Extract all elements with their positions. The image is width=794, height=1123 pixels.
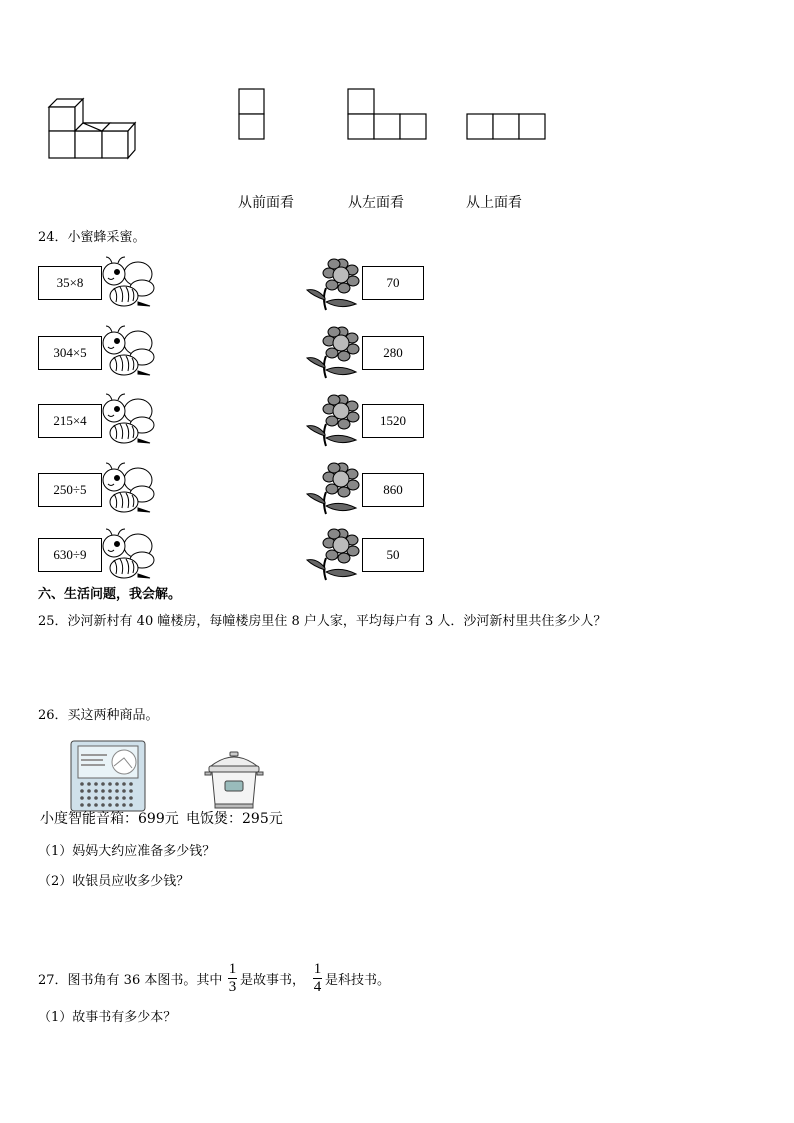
- fraction-numerator: 1: [313, 961, 322, 977]
- answer-box: 1520: [362, 404, 424, 438]
- fraction-denominator: 3: [228, 979, 237, 995]
- cube-solid-figure: [45, 94, 140, 164]
- rice-cooker-price: 电饭煲：295元: [186, 811, 283, 827]
- q27-text-part-c: 是科技书。: [325, 973, 391, 988]
- flower-icon: [304, 528, 360, 582]
- answer-box: 280: [362, 336, 424, 370]
- left-view-label: 从左面看: [348, 195, 404, 211]
- expression-box: 35×8: [38, 266, 102, 300]
- answer-box: 860: [362, 473, 424, 507]
- q25-text: 25．沙河新村有 40 幢楼房，每幢楼房里住 8 户人家，平均每户有 3 人．沙河新村里共住多少人？: [38, 614, 607, 629]
- bee-icon: [100, 391, 158, 449]
- expression-box: 250÷5: [38, 473, 102, 507]
- answer-box: 50: [362, 538, 424, 572]
- section-heading: 六、生活问题，我会解。: [38, 587, 182, 602]
- bee-icon: [100, 254, 158, 312]
- left-view-figure: [347, 88, 429, 142]
- expression-box: 215×4: [38, 404, 102, 438]
- fraction-one-quarter: [313, 962, 322, 995]
- fraction-numerator: 1: [228, 961, 237, 977]
- fraction-one-third: [228, 962, 237, 995]
- bee-icon: [100, 460, 158, 518]
- flower-icon: [304, 326, 360, 380]
- bee-icon: [100, 526, 158, 584]
- answer-box: 70: [362, 266, 424, 300]
- q27-text-part-a: 27．图书角有 36 本图书。其中: [38, 973, 223, 988]
- q26-sub2: （2）收银员应收多少钱？: [38, 874, 190, 889]
- top-view-label: 从上面看: [466, 195, 522, 211]
- q26-title: 26．买这两种商品。: [38, 708, 159, 723]
- q27-sub1: （1）故事书有多少本？: [38, 1010, 177, 1025]
- flower-icon: [304, 462, 360, 516]
- q24-title: 24．小蜜蜂采蜜。: [38, 230, 146, 245]
- expression-box: 304×5: [38, 336, 102, 370]
- front-view-figure: [238, 88, 266, 142]
- front-view-label: 从前面看: [238, 195, 294, 211]
- smart-speaker-image: [70, 740, 146, 812]
- speaker-price: 小度智能音箱：699元: [40, 811, 179, 827]
- fraction-denominator: 4: [313, 979, 322, 995]
- flower-icon: [304, 394, 360, 448]
- bee-icon: [100, 323, 158, 381]
- top-view-figure: [466, 113, 548, 143]
- expression-box: 630÷9: [38, 538, 102, 572]
- flower-icon: [304, 258, 360, 312]
- q27-text-part-b: 是故事书，: [240, 973, 306, 988]
- q26-sub1: （1）妈妈大约应准备多少钱？: [38, 844, 216, 859]
- rice-cooker-image: [203, 748, 265, 810]
